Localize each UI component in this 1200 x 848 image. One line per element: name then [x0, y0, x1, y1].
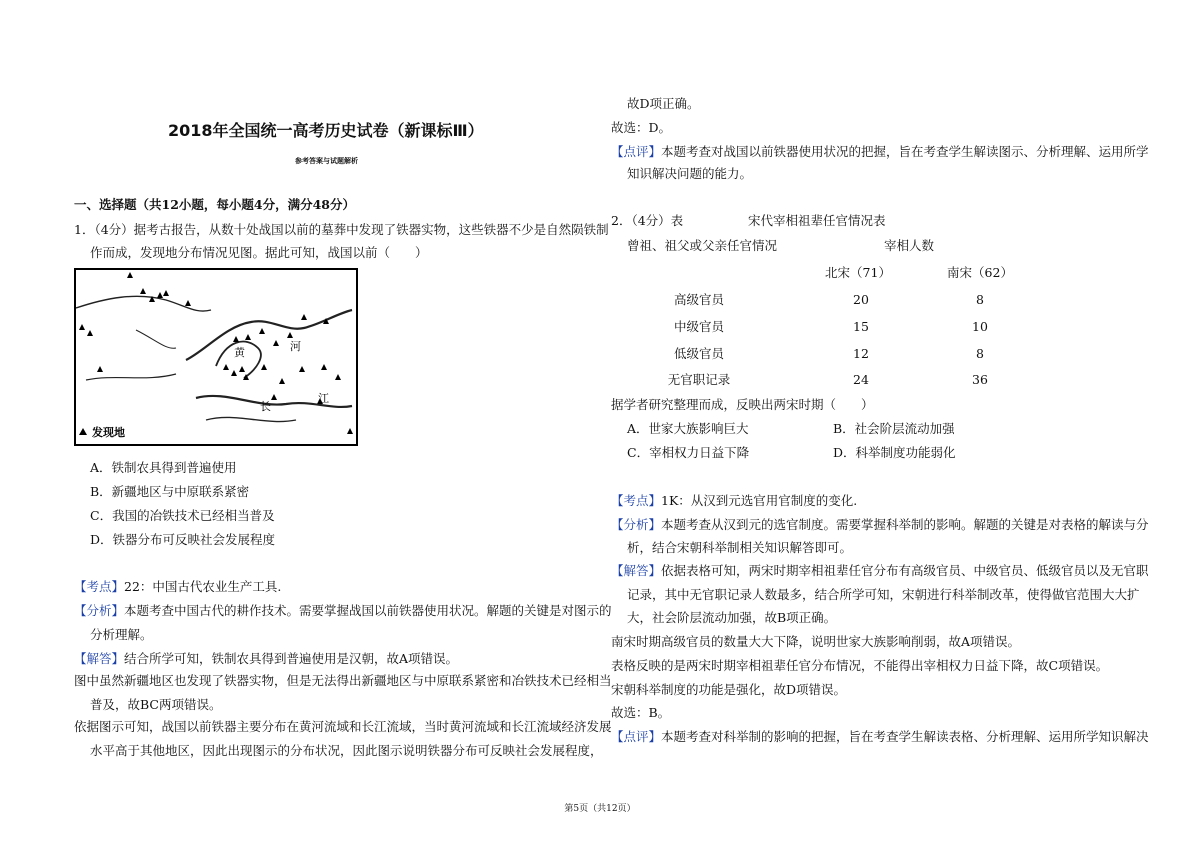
q2-fenxi [611, 517, 1149, 533]
yangtze-river [206, 417, 296, 421]
q2-table-group-header: 宰相人数 [884, 238, 935, 253]
q1-answer: 故选：D。 [611, 120, 672, 135]
find-spot-marker [239, 366, 245, 372]
q2-para4: 宋朝科举制度的功能是强化，故D项错误。 [611, 682, 847, 697]
q1-para3-line1: 依据图示可知，战国以前铁器主要分布在黄河流域和长江流域，当时黄河流域和长江流域经济发展 [74, 719, 612, 734]
q2-jieda-line3: 大，社会阶层流动加强，故B项正确。 [627, 610, 837, 625]
find-spot-marker [157, 292, 163, 298]
legend-marker [79, 428, 87, 435]
find-spot-marker [140, 288, 146, 294]
fenxi-tag: 【分析】 [611, 517, 662, 532]
q2-table-cell: 8 [976, 292, 984, 307]
find-spot-marker [245, 334, 251, 340]
china-map-figure [76, 270, 356, 444]
q1-option-d: D．铁器分布可反映社会发展程度 [90, 532, 276, 547]
find-spot-marker [233, 336, 239, 342]
map-label-chang: 长 [260, 400, 271, 413]
find-spot-marker [299, 366, 305, 372]
q1-jieda [74, 651, 458, 667]
kaodian-tag: 【考点】 [611, 493, 662, 508]
region-outline [76, 296, 211, 311]
q1-kaodian [74, 579, 281, 595]
dianping-text: 本题考查对科举制的影响的把握，旨在考查学生解读表格、分析理解、运用所学知识解决 [661, 729, 1149, 744]
yellow-river [186, 310, 352, 360]
map-legend-label: 发现地 [92, 426, 125, 439]
jieda-tag: 【解答】 [611, 563, 662, 578]
find-spot-marker [347, 428, 353, 434]
q2-option-b: B．社会阶层流动加强 [833, 421, 955, 436]
dianping-tag: 【点评】 [611, 729, 662, 744]
q1-fenxi [74, 603, 612, 619]
map-label-he: 河 [290, 340, 301, 353]
find-spot-marker [321, 364, 327, 370]
q2-table-cell: 12 [853, 346, 869, 361]
find-spot-marker [185, 300, 191, 306]
q2-table-cell: 10 [972, 319, 988, 334]
map-label-jiang: 江 [318, 392, 329, 405]
find-spot-marker [273, 340, 279, 346]
region-outline [86, 374, 176, 380]
q2-table-caption: 宋代宰相祖辈任官情况表 [748, 213, 886, 228]
region-outline [136, 330, 176, 348]
find-spot-marker [231, 370, 237, 376]
q2-question: 据学者研究整理而成，反映出两宋时期（ ） [611, 397, 874, 412]
q1-fenxi-line2: 分析理解。 [90, 627, 153, 642]
q2-table-col0-header: 曾祖、祖父或父亲任官情况 [627, 238, 778, 253]
find-spot-marker [127, 272, 133, 278]
page-subtitle: 参考答案与试题解析 [295, 157, 358, 165]
q2-jieda-line2: 记录，其中无官职记录人数最多，结合所学可知，宋朝进行科举制改革，使得做官范围大大扩 [627, 587, 1140, 602]
kaodian-tag: 【考点】 [74, 579, 125, 594]
find-spot-marker [335, 374, 341, 380]
q2-kaodian [611, 493, 857, 509]
page-title: 2018年全国统一高考历史试卷（新课标Ⅲ） [168, 121, 484, 140]
find-spot-marker [223, 364, 229, 370]
find-spot-marker [259, 328, 265, 334]
find-spot-marker [279, 378, 285, 384]
kaodian-text: 1K：从汉到元选官用官制度的变化. [661, 493, 858, 508]
find-spot-marker [261, 364, 267, 370]
find-spot-marker [87, 330, 93, 336]
q1-dianping [611, 144, 1149, 160]
q2-answer: 故选：B。 [611, 705, 671, 720]
q2-table-col1-header: 北宋（71） [825, 265, 891, 280]
q1-option-a: A．铁制农具得到普遍使用 [90, 460, 237, 475]
q2-option-d: D．科举制度功能弱化 [833, 445, 956, 460]
fenxi-tag: 【分析】 [74, 603, 125, 618]
q2-table-row-label: 低级官员 [673, 346, 724, 361]
q1-dianping-line2: 知识解决问题的能力。 [627, 166, 753, 181]
q1-stem-line1: 1．（4分）据考古报告，从数十处战国以前的墓葬中发现了铁器实物，这些铁器不少是自然陨铁制 [74, 222, 609, 237]
q2-table-col2-header: 南宋（62） [947, 265, 1013, 280]
q1-para3-line2: 水平高于其他地区，因此出现图示的分布状况，因此图示说明铁器分布可反映社会发展程度， [90, 743, 603, 758]
fenxi-text: 本题考查从汉到元的选官制度。需要掌握科举制的影响。解题的关键是对表格的解读与分 [661, 517, 1149, 532]
q2-dianping [611, 729, 1149, 745]
q2-para3: 表格反映的是两宋时期宰相祖辈任官分布情况，不能得出宰相权力日益下降，故C项错误。 [611, 658, 1109, 673]
q2-para2: 南宋时期高级官员的数量大大下降，说明世家大族影响削弱，故A项错误。 [611, 634, 1021, 649]
dianping-tag: 【点评】 [611, 144, 662, 159]
dianping-text: 本题考查对战国以前铁器使用状况的把握，旨在考查学生解读图示、分析理解、运用所学 [661, 144, 1149, 159]
q2-table-row-label: 中级官员 [673, 319, 724, 334]
find-spot-marker [163, 290, 169, 296]
q2-table-row-label: 无官职记录 [667, 372, 731, 387]
q2-table-cell: 36 [972, 372, 988, 387]
page-number-footer: 第5页（共12页） [564, 804, 636, 814]
find-spot-marker [79, 324, 85, 330]
q2-option-c: C．宰相权力日益下降 [627, 445, 750, 460]
q1-para2-line1: 图中虽然新疆地区也发现了铁器实物，但是无法得出新疆地区与中原联系紧密和冶铁技术已经相当 [74, 673, 612, 688]
jieda-text: 依据表格可知，两宋时期宰相祖辈任官分布有高级官员、中级官员、低级官员以及无官职 [661, 563, 1149, 578]
jieda-tag: 【解答】 [74, 651, 125, 666]
q1-para3-line3: 故D项正确。 [627, 96, 700, 111]
q2-table-row-label: 高级官员 [673, 292, 724, 307]
q1-option-b: B．新疆地区与中原联系紧密 [90, 484, 250, 499]
find-spot-marker [271, 394, 277, 400]
q2-stem-prefix: 2．（4分）表 [611, 213, 684, 228]
q1-stem-line2: 作而成，发现地分布情况见图。据此可知，战国以前（ ） [90, 245, 428, 260]
q2-option-a: A．世家大族影响巨大 [627, 421, 749, 436]
q2-table-cell: 15 [853, 319, 869, 334]
find-spot-marker [97, 366, 103, 372]
find-spot-marker [301, 314, 307, 320]
find-spot-markers [79, 272, 353, 435]
find-spot-marker [287, 332, 293, 338]
q1-option-c: C．我国的冶铁技术已经相当普及 [90, 508, 275, 523]
fenxi-text: 本题考查中国古代的耕作技术。需要掌握战国以前铁器使用状况。解题的关键是对图示的 [124, 603, 612, 618]
q2-table-cell: 8 [976, 346, 984, 361]
q2-fenxi-line2: 析，结合宋朝科举制相关知识解答即可。 [627, 540, 853, 555]
q2-table-cell: 20 [853, 292, 869, 307]
jieda-text: 结合所学可知，铁制农具得到普遍使用是汉朝，故A项错误。 [124, 651, 459, 666]
q1-map [74, 268, 358, 446]
q1-para2-line2: 普及，故BC两项错误。 [90, 697, 222, 712]
section-heading: 一、选择题（共12小题，每小题4分，满分48分） [74, 197, 355, 212]
q2-table-cell: 24 [853, 372, 869, 387]
q2-jieda [611, 563, 1149, 579]
map-label-huang: 黄 [234, 346, 245, 359]
kaodian-text: 22：中国古代农业生产工具. [124, 579, 282, 594]
